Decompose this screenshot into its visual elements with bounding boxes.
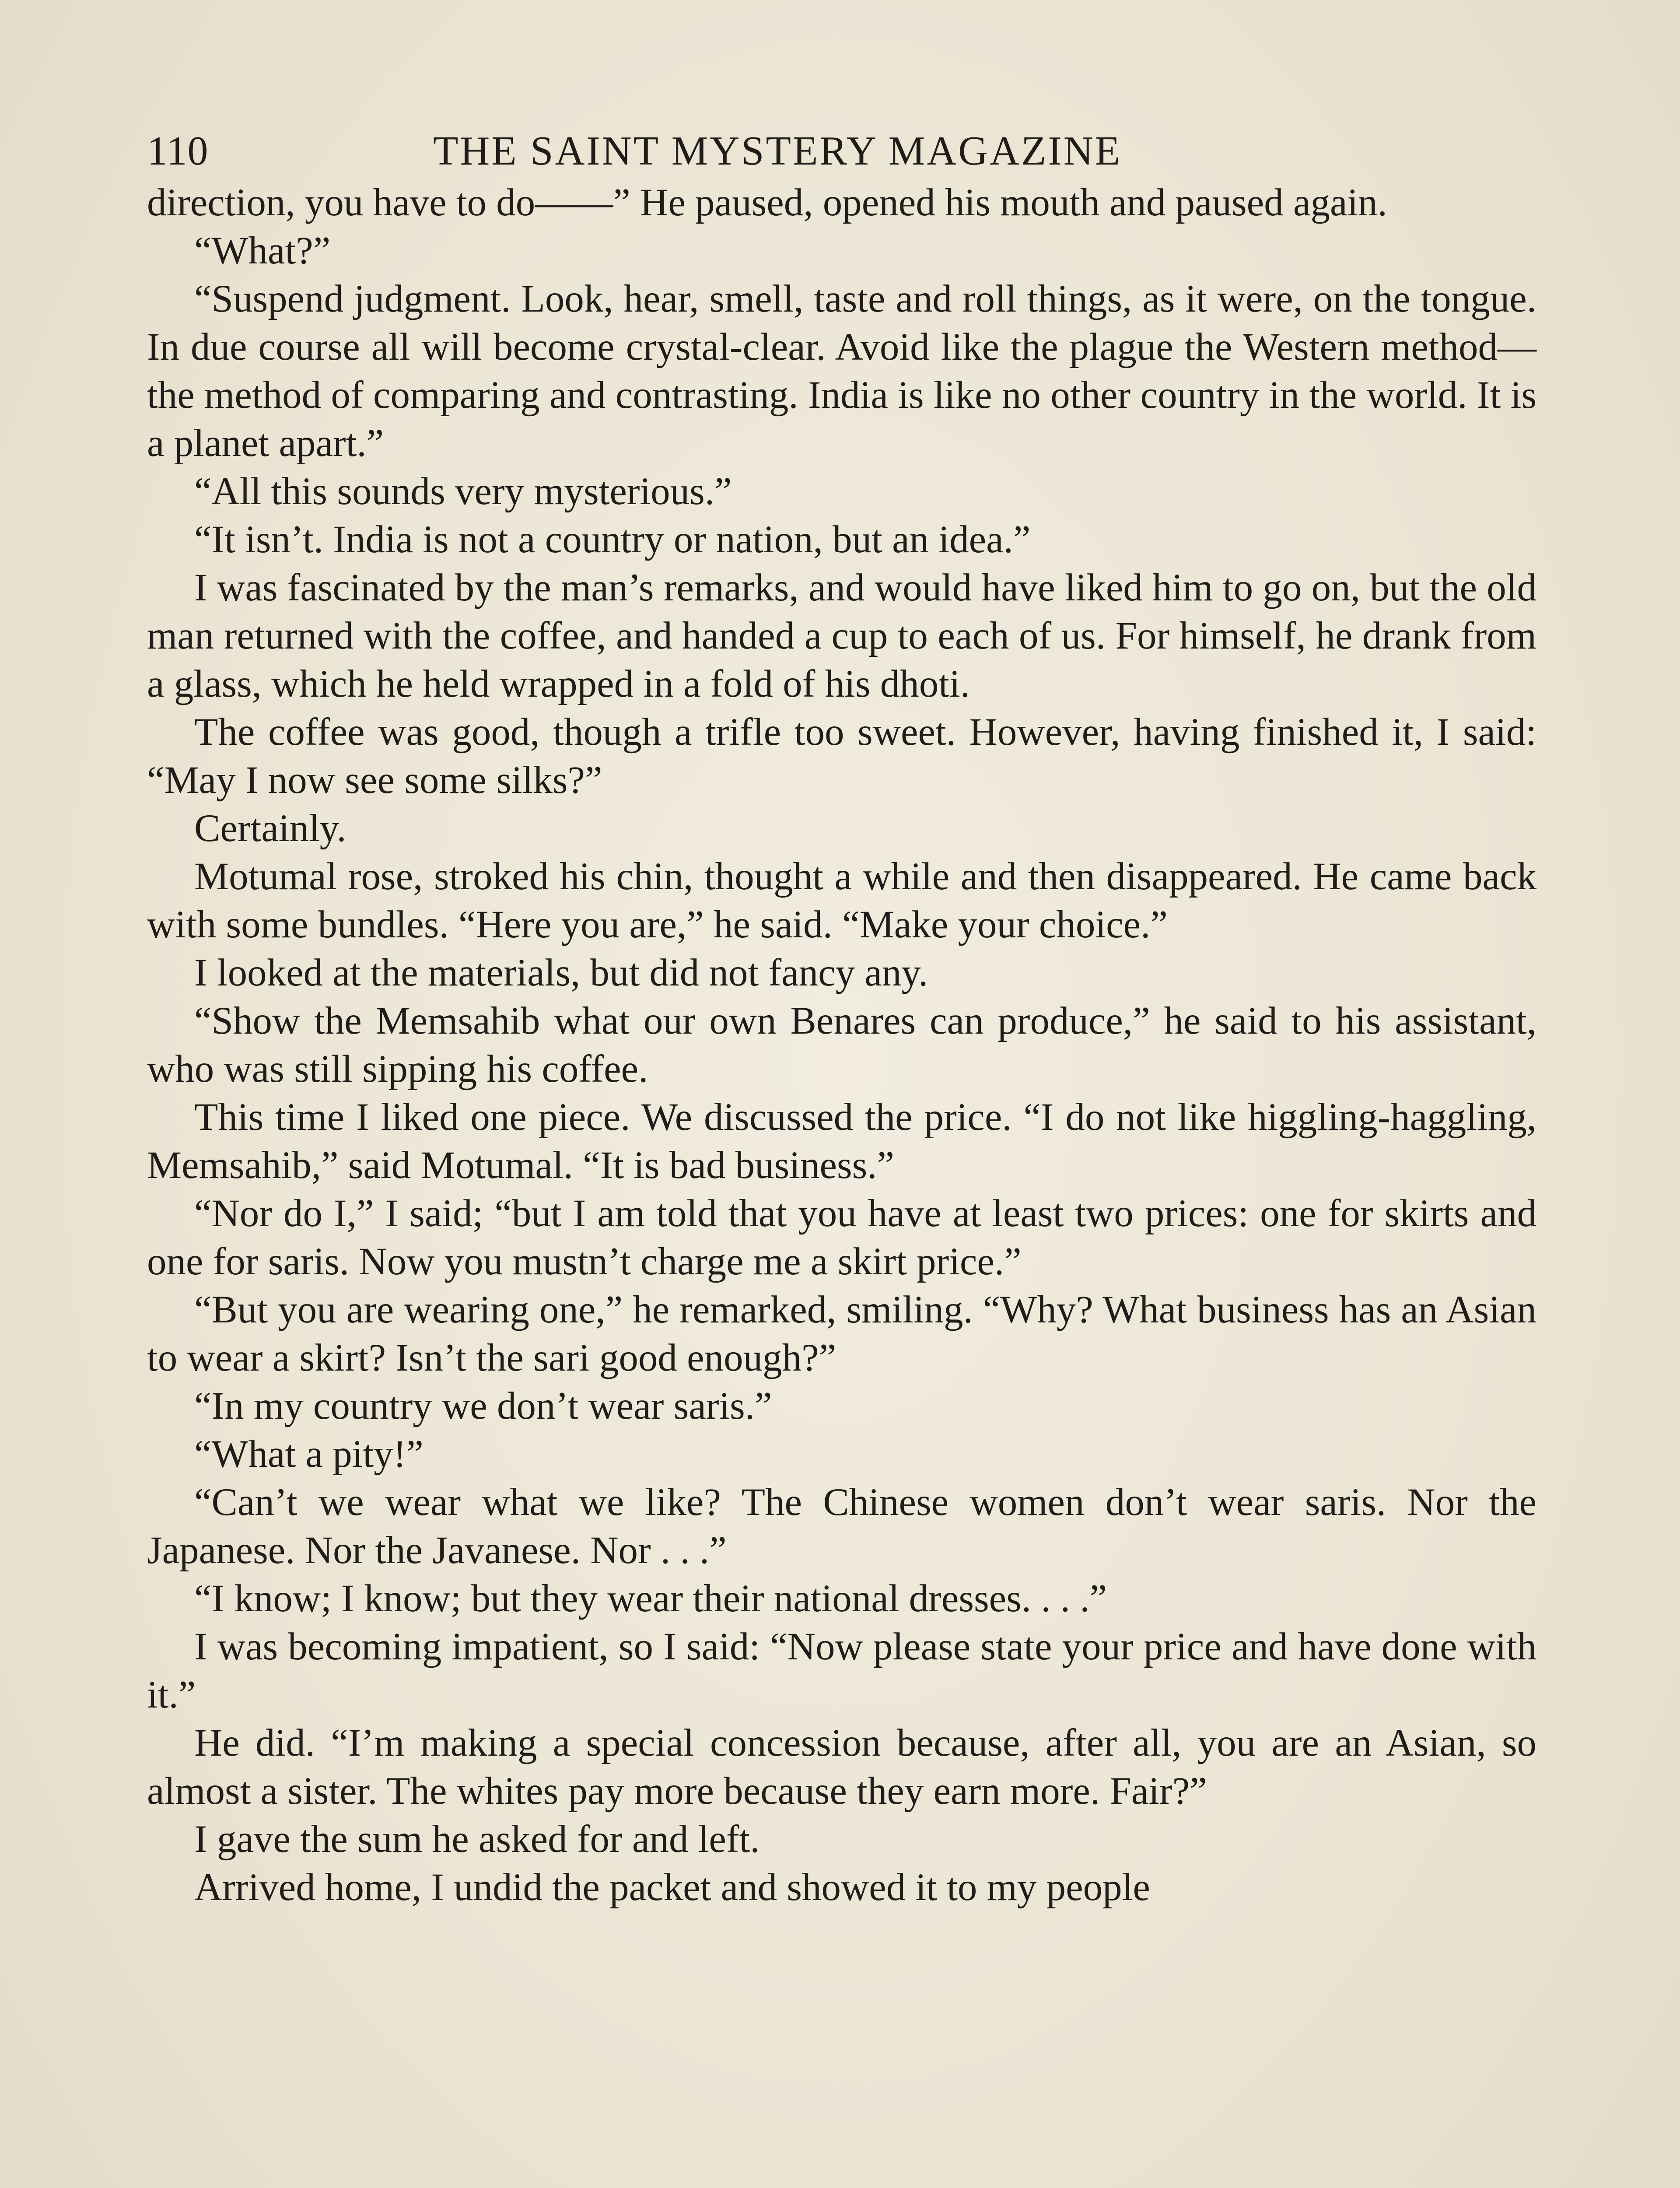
paragraph: I was becoming impatient, so I said: “Now please state your price and have done with it.”	[147, 1625, 1536, 1716]
paragraph: He did. “I’m making a special concession because, after all, you are an Asian, so almost a sister. The whites pay more because they earn more. Fair?”	[147, 1722, 1536, 1813]
paragraph: This time I liked one piece. We discussed the price. “I do not like higgling-haggling, Memsahib,” said Motumal. “It is bad business.”	[147, 1096, 1536, 1187]
paragraph: “Show the Memsahib what our own Benares can produce,” he said to his assistant, who was still sipping his coffee.	[147, 999, 1536, 1090]
paragraph: I gave the sum he asked for and left.	[194, 1818, 760, 1861]
page-content	[147, 109, 1536, 1911]
paragraph: “In my country we don’t wear saris.”	[194, 1385, 772, 1427]
paragraph: “Nor do I,” I said; “but I am told that you have at least two prices: one for skirts and one for saris. Now you mustn’t charge me a skirt price.”	[147, 1192, 1536, 1283]
running-head	[147, 109, 1536, 175]
paragraph: “What?”	[194, 229, 331, 272]
paragraph: “It isn’t. India is not a country or nation, but an idea.”	[194, 518, 1031, 561]
page-number: 110	[147, 128, 209, 174]
paragraph: “Can’t we wear what we like? The Chinese women don’t wear saris. Nor the Japanese. Nor the Javanese. Nor . . .”	[147, 1481, 1536, 1572]
paragraph: direction, you have to do——” He paused, opened his mouth and paused again.	[147, 181, 1387, 224]
paragraph: I looked at the materials, but did not fancy any.	[194, 951, 928, 994]
paragraph: “Suspend judgment. Look, hear, smell, taste and roll things, as it were, on the tongue. In due course all will become crystal-clear. Avoid like the plague the Western method—the method of comparing and contrasting. India is like no other country in the world. It is a planet apart.”	[147, 277, 1536, 465]
paragraph: The coffee was good, though a trifle too sweet. However, having finished it, I said: “May I now see some silks?”	[147, 711, 1536, 802]
paragraph: “I know; I know; but they wear their national dresses. . . .”	[194, 1577, 1107, 1620]
paragraph: I was fascinated by the man’s remarks, and would have liked him to go on, but the old man returned with the coffee, and handed a cup to each of us. For himself, he drank from a glass, which he held wrapped in a fold of his dhoti.	[147, 566, 1536, 705]
magazine-title: THE SAINT MYSTERY MAGAZINE	[433, 128, 1122, 174]
paragraph: “What a pity!”	[194, 1433, 424, 1476]
paragraph: Arrived home, I undid the packet and showed it to my people	[194, 1866, 1150, 1909]
paragraph: “All this sounds very mysterious.”	[194, 470, 732, 513]
paragraph: Certainly.	[194, 807, 346, 850]
paragraph: “But you are wearing one,” he remarked, smiling. “Why? What business has an Asian to wear a skirt? Isn’t the sari good enough?”	[147, 1288, 1536, 1379]
paragraph: Motumal rose, stroked his chin, thought a while and then disappeared. He came back with some bundles. “Here you are,” he said. “Make your choice.”	[147, 855, 1536, 946]
